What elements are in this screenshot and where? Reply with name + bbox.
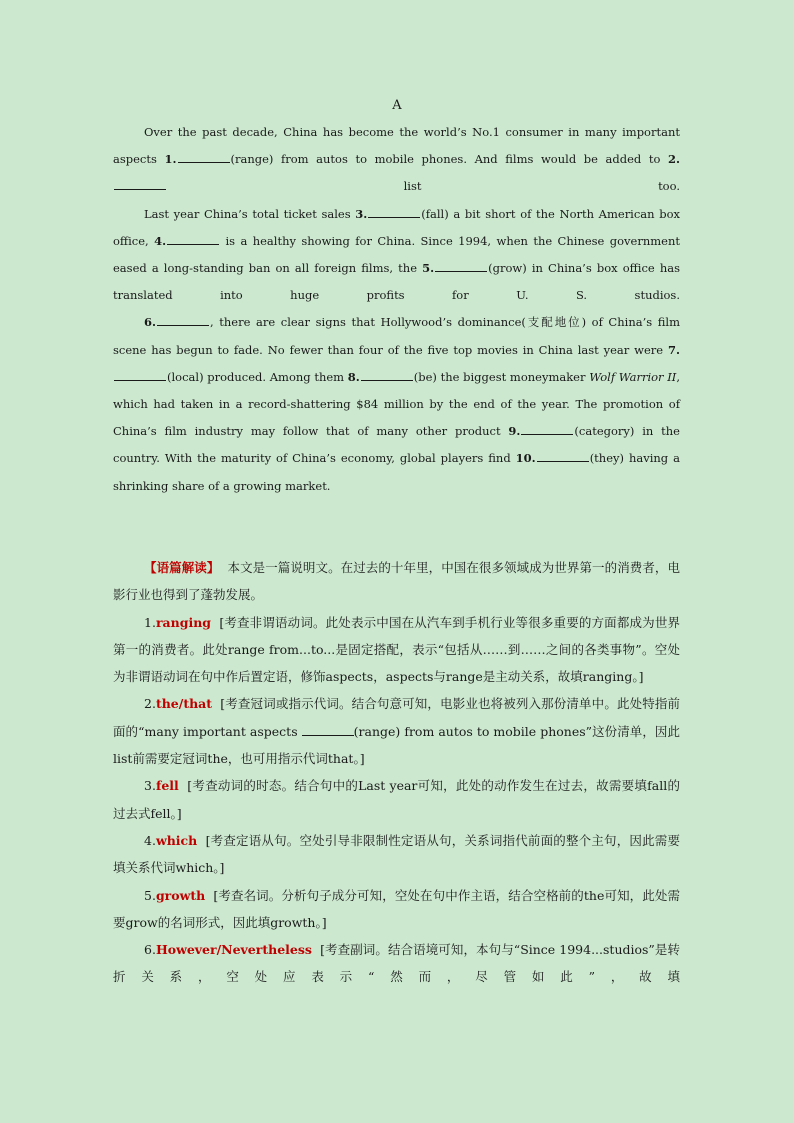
blank-4[interactable] [167,233,219,245]
blank-number-3: 3. [355,206,368,221]
blank-number-8: 8. [347,369,360,384]
blank-number-4: 4. [154,233,167,248]
blank-9[interactable] [521,423,573,435]
blank-number-9: 9. [508,424,521,439]
analysis-section [113,554,680,991]
blank-number-5: 5. [422,261,435,276]
blank-8[interactable] [361,369,413,381]
movie-title: Wolf Warrior II [589,369,677,384]
blank-5[interactable] [435,260,487,272]
answer-item-3: 3.fell [考查动词的时态。结合句中的Last year可知，此处的动作发生在过去，故需要填fall的过去式fell。] [113,778,680,821]
answer-1: ranging [155,614,212,630]
answer-2: the/that [155,696,213,712]
answer-item-2: 2.the/that [考查冠词或指示代词。结合句意可知，电影业也将被列入那份清单中。此处特指前面的“many important aspects (range) from autos to mobile phones”这份清单，因此list前需要定冠词the，也可用指示代词that。] [113,696,680,767]
analysis-intro: 【语篇解读】 本文是一篇说明文。在过去的十年里，中国在很多领域成为世界第一的消费者，电影行业也得到了蓬勃发展。 [113,560,680,603]
passage-paragraph-1: Over the past decade, China has become the world’s No.1 consumer in many important aspects 1. (range) from autos to mobile phones. And films would be added to 2. list too. [113,125,680,194]
answer-item-6: 6.However/Nevertheless [考查副词。结合语境可知，本句与“Since 1994...studios”是转折关系，空处应表示“然而，尽管如此”，故填 [113,942,680,985]
answer-item-5: 5.growth [考查名词。分析句子成分可知，空处在句中作主语，结合空格前的the可知，此处需要grow的名词形式，因此填growth。] [113,887,680,930]
passage-paragraph-3: 6. , there are clear signs that Hollywood’s dominance(支配地位) of China’s film scene has begun to fade. No fewer than four of the five top movies in China last year were 7.(local) produced. Among them 8. (be) the biggest moneymaker Wolf Warrior II, which had taken in a record-shattering $84 million by the end of the year. The promotion of China’s film industry may follow that of many other product 9. (category) in the country. With the maturity of China’s economy, global players find 10. (they) having a shrinking share of a growing market. [113,315,680,493]
blank-number-7: 7. [667,342,680,357]
answer-item-4: 4.which [考查定语从句。空处引导非限制性定语从句，关系词指代前面的整个主句，因此需要填关系代词which。] [113,832,680,876]
passage-heading: A [392,98,402,113]
answer-item-1: 1.ranging [考查非谓语动词。此处表示中国在从汽车到手机行业等很多重要的方面都成为世界第一的消费者。此处range from...to...是固定搭配，表示“包括从……到……之间的各类事物”。空处为非谓语动词在句中作后置定语，修饰aspects，aspects与range是主动关系，故填ranging。] [113,614,680,685]
blank-number-6: 6. [144,315,157,330]
blank-7[interactable] [114,369,166,381]
answer-3: fell [155,778,179,794]
blank-6[interactable] [157,314,209,326]
answer-4: which [155,832,198,848]
answer-6: However/Nevertheless [155,942,312,958]
analysis-label: 【语篇解读】 [144,560,220,575]
blank-number-2: 2. [667,152,680,167]
quoted-blank [302,724,354,736]
answer-5: growth [155,887,206,903]
blank-3[interactable] [368,206,420,218]
passage-text [113,119,680,500]
blank-2[interactable] [114,178,166,190]
passage-paragraph-2: Last year China’s total ticket sales 3. (fall) a bit short of the North American box office, 4. is a healthy showing for China. Since 1994, when the Chinese government eased a long-standing ban on all foreign films, the 5. (grow) in China’s box office has translated into huge profits for U. S. studios. [113,206,681,303]
blank-number-10: 10. [515,451,536,466]
blank-1[interactable] [178,151,230,163]
blank-10[interactable] [537,450,589,462]
blank-number-1: 1. [164,152,177,167]
